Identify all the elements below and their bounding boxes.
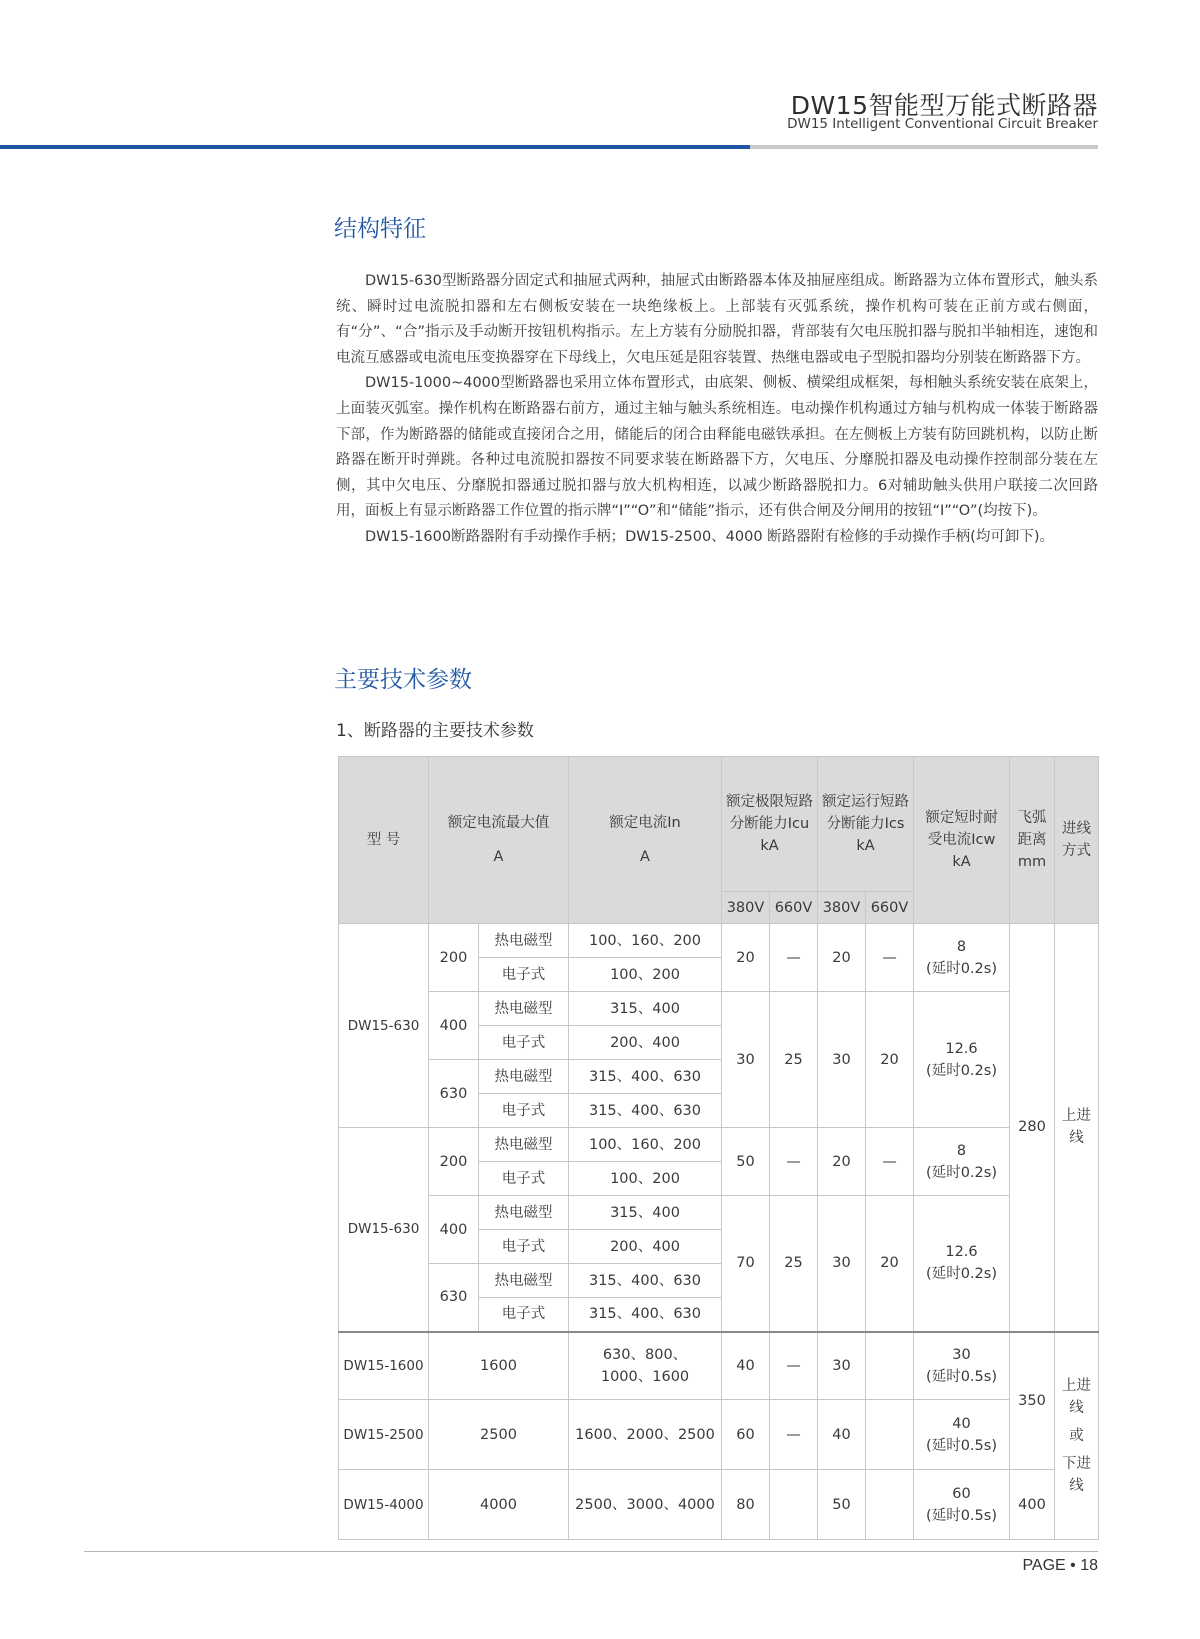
rated-current-cell: 200、400 (569, 1230, 722, 1264)
ics-660-cell (866, 1470, 914, 1540)
arc-distance-cell: 350 (1010, 1332, 1055, 1470)
ics-380-cell: 20 (818, 924, 866, 992)
header-model: 型 号 (339, 757, 429, 924)
icu-660-cell: 25 (770, 992, 818, 1128)
table-caption: 1、断路器的主要技术参数 (336, 721, 534, 741)
frame-cell: 200 (429, 1128, 479, 1196)
release-type-cell: 热电磁型 (479, 1128, 569, 1162)
icu-380-cell: 70 (722, 1196, 770, 1332)
ics-660-cell: 20 (866, 992, 914, 1128)
document-subtitle: DW15 Intelligent Conventional Circuit Breaker (787, 116, 1098, 132)
header-wiring: 进线方式 (1055, 757, 1099, 924)
rated-current-cell: 315、400、630 (569, 1298, 722, 1332)
icu-380-cell: 30 (722, 992, 770, 1128)
icu-380-cell: 50 (722, 1128, 770, 1196)
header-icu-660v: 660V (770, 892, 818, 924)
icu-660-cell: — (770, 1128, 818, 1196)
max-current-cell: 1600 (429, 1332, 569, 1400)
rated-current-cell: 100、160、200 (569, 1128, 722, 1162)
rated-current-cell: 315、400 (569, 1196, 722, 1230)
rated-current-cell: 315、400 (569, 992, 722, 1026)
frame-cell: 630 (429, 1060, 479, 1128)
icu-380-cell: 60 (722, 1400, 770, 1470)
ics-380-cell: 20 (818, 1128, 866, 1196)
icu-660-cell: — (770, 1332, 818, 1400)
ics-660-cell: — (866, 1128, 914, 1196)
section-title-parameters: 主要技术参数 (334, 667, 472, 693)
rated-current-cell: 100、160、200 (569, 924, 722, 958)
rated-current-cell: 100、200 (569, 958, 722, 992)
icu-660-cell: — (770, 1400, 818, 1470)
header-icw: 额定短时耐受电流Icw kA (914, 757, 1010, 924)
icw-cell: 8 (延时0.2s) (914, 1128, 1010, 1196)
rated-current-cell: 630、800、 1000、1600 (569, 1332, 722, 1400)
rated-current-cell: 315、400、630 (569, 1060, 722, 1094)
paragraph: DW15-630型断路器分固定式和抽屉式两种，抽屉式由断路器本体及抽屉座组成。断路器为立体布置形式，触头系统、瞬时过电流脱扣器和左右侧板安装在一块绝缘板上。上部装有灭弧系统，操作机构可装在正前方或右侧面，有“分”、“合”指示及手动断开按钮机构指示。左上方装有分励脱扣器，背部装有欠电压脱扣器与脱扣半轴相连，速饱和电流互感器或电流电压变换器穿在下母线上，欠电压延是阻容装置、热继电器或电子型脱扣器均分别装在断路器下方。 (336, 273, 1098, 366)
model-cell: DW15-1600 (339, 1332, 429, 1400)
icw-cell: 60 (延时0.5s) (914, 1470, 1010, 1540)
rated-current-cell: 1600、2000、2500 (569, 1400, 722, 1470)
icw-cell: 12.6 (延时0.2s) (914, 1196, 1010, 1332)
model-cell: DW15-630 (339, 1128, 429, 1332)
max-current-cell: 4000 (429, 1470, 569, 1540)
release-type-cell: 热电磁型 (479, 924, 569, 958)
header-ics-660v: 660V (866, 892, 914, 924)
release-type-cell: 电子式 (479, 1230, 569, 1264)
header-ics: 额定运行短路分断能力Ics kA (818, 757, 914, 892)
footer-rule (84, 1551, 1098, 1552)
icu-660-cell (770, 1470, 818, 1540)
ics-660-cell: 20 (866, 1196, 914, 1332)
release-type-cell: 热电磁型 (479, 1196, 569, 1230)
icu-380-cell: 40 (722, 1332, 770, 1400)
ics-660-cell (866, 1332, 914, 1400)
header-arc-distance: 飞弧距离 mm (1010, 757, 1055, 924)
frame-cell: 400 (429, 992, 479, 1060)
release-type-cell: 热电磁型 (479, 992, 569, 1026)
release-type-cell: 热电磁型 (479, 1060, 569, 1094)
ics-380-cell: 30 (818, 992, 866, 1128)
spec-table (338, 756, 1099, 1540)
arc-distance-cell: 400 (1010, 1470, 1055, 1540)
model-cell: DW15-2500 (339, 1400, 429, 1470)
frame-cell: 630 (429, 1264, 479, 1332)
ics-380-cell: 30 (818, 1196, 866, 1332)
rated-current-cell: 200、400 (569, 1026, 722, 1060)
header-rule-grey (750, 145, 1098, 149)
icw-cell: 8 (延时0.2s) (914, 924, 1010, 992)
ics-660-cell: — (866, 924, 914, 992)
ics-380-cell: 40 (818, 1400, 866, 1470)
header-max-current: 额定电流最大值 A (429, 757, 569, 924)
ics-380-cell: 50 (818, 1470, 866, 1540)
frame-cell: 200 (429, 924, 479, 992)
frame-cell: 400 (429, 1196, 479, 1264)
rated-current-cell: 315、400、630 (569, 1264, 722, 1298)
icu-380-cell: 80 (722, 1470, 770, 1540)
release-type-cell: 电子式 (479, 1298, 569, 1332)
release-type-cell: 热电磁型 (479, 1264, 569, 1298)
release-type-cell: 电子式 (479, 1162, 569, 1196)
rated-current-cell: 100、200 (569, 1162, 722, 1196)
release-type-cell: 电子式 (479, 1094, 569, 1128)
icu-660-cell: — (770, 924, 818, 992)
ics-380-cell: 30 (818, 1332, 866, 1400)
paragraph: DW15-1000~4000型断路器也采用立体布置形式，由底架、侧板、横梁组成框架，每相触头系统安装在底架上，上面装灭弧室。操作机构在断路器右前方，通过主轴与触头系统相连。电动操作机构通过方轴与机构成一体装于断路器下部，作为断路器的储能或直接闭合之用，储能后的闭合由释能电磁铁承担。在左侧板上方装有防回跳机构，以防止断路器在断开时弹跳。各种过电流脱扣器按不同要求装在断路器下方，欠电压、分靡脱扣器及电动操作控制部分装在左侧，其中欠电压、分靡脱扣器通过脱扣器与放大机构相连，以减少断路器脱扣力。6对辅助触头供用户联接二次回路用，面板上有显示断路器工作位置的指示牌“I”“O”和“储能”指示，还有供合闸及分闸用的按钮“I”“O”(均按下)。 (336, 375, 1098, 520)
max-current-cell: 2500 (429, 1400, 569, 1470)
model-cell: DW15-630 (339, 924, 429, 1128)
structure-description (336, 269, 1098, 551)
wiring-cell: 上进线 或 下进线 (1055, 1332, 1099, 1540)
model-cell: DW15-4000 (339, 1470, 429, 1540)
release-type-cell: 电子式 (479, 1026, 569, 1060)
header-rule-accent (0, 145, 750, 149)
icw-cell: 40 (延时0.5s) (914, 1400, 1010, 1470)
header-ics-380v: 380V (818, 892, 866, 924)
section-title-structure: 结构特征 (334, 216, 426, 242)
icu-380-cell: 20 (722, 924, 770, 992)
icw-cell: 12.6 (延时0.2s) (914, 992, 1010, 1128)
page-number: PAGE • 18 (1022, 1557, 1098, 1574)
ics-660-cell (866, 1400, 914, 1470)
header-icu-380v: 380V (722, 892, 770, 924)
document-title: DW15智能型万能式断路器 (790, 91, 1098, 120)
arc-distance-cell: 280 (1010, 924, 1055, 1332)
wiring-cell: 上进线 (1055, 924, 1099, 1332)
release-type-cell: 电子式 (479, 958, 569, 992)
paragraph: DW15-1600断路器附有手动操作手柄；DW15-2500、4000 断路器附有检修的手动操作手柄(均可卸下)。 (365, 528, 1054, 545)
header-icu: 额定极限短路分断能力Icu kA (722, 757, 818, 892)
rated-current-cell: 2500、3000、4000 (569, 1470, 722, 1540)
rated-current-cell: 315、400、630 (569, 1094, 722, 1128)
icw-cell: 30 (延时0.5s) (914, 1332, 1010, 1400)
header-rated-current: 额定电流In A (569, 757, 722, 924)
icu-660-cell: 25 (770, 1196, 818, 1332)
